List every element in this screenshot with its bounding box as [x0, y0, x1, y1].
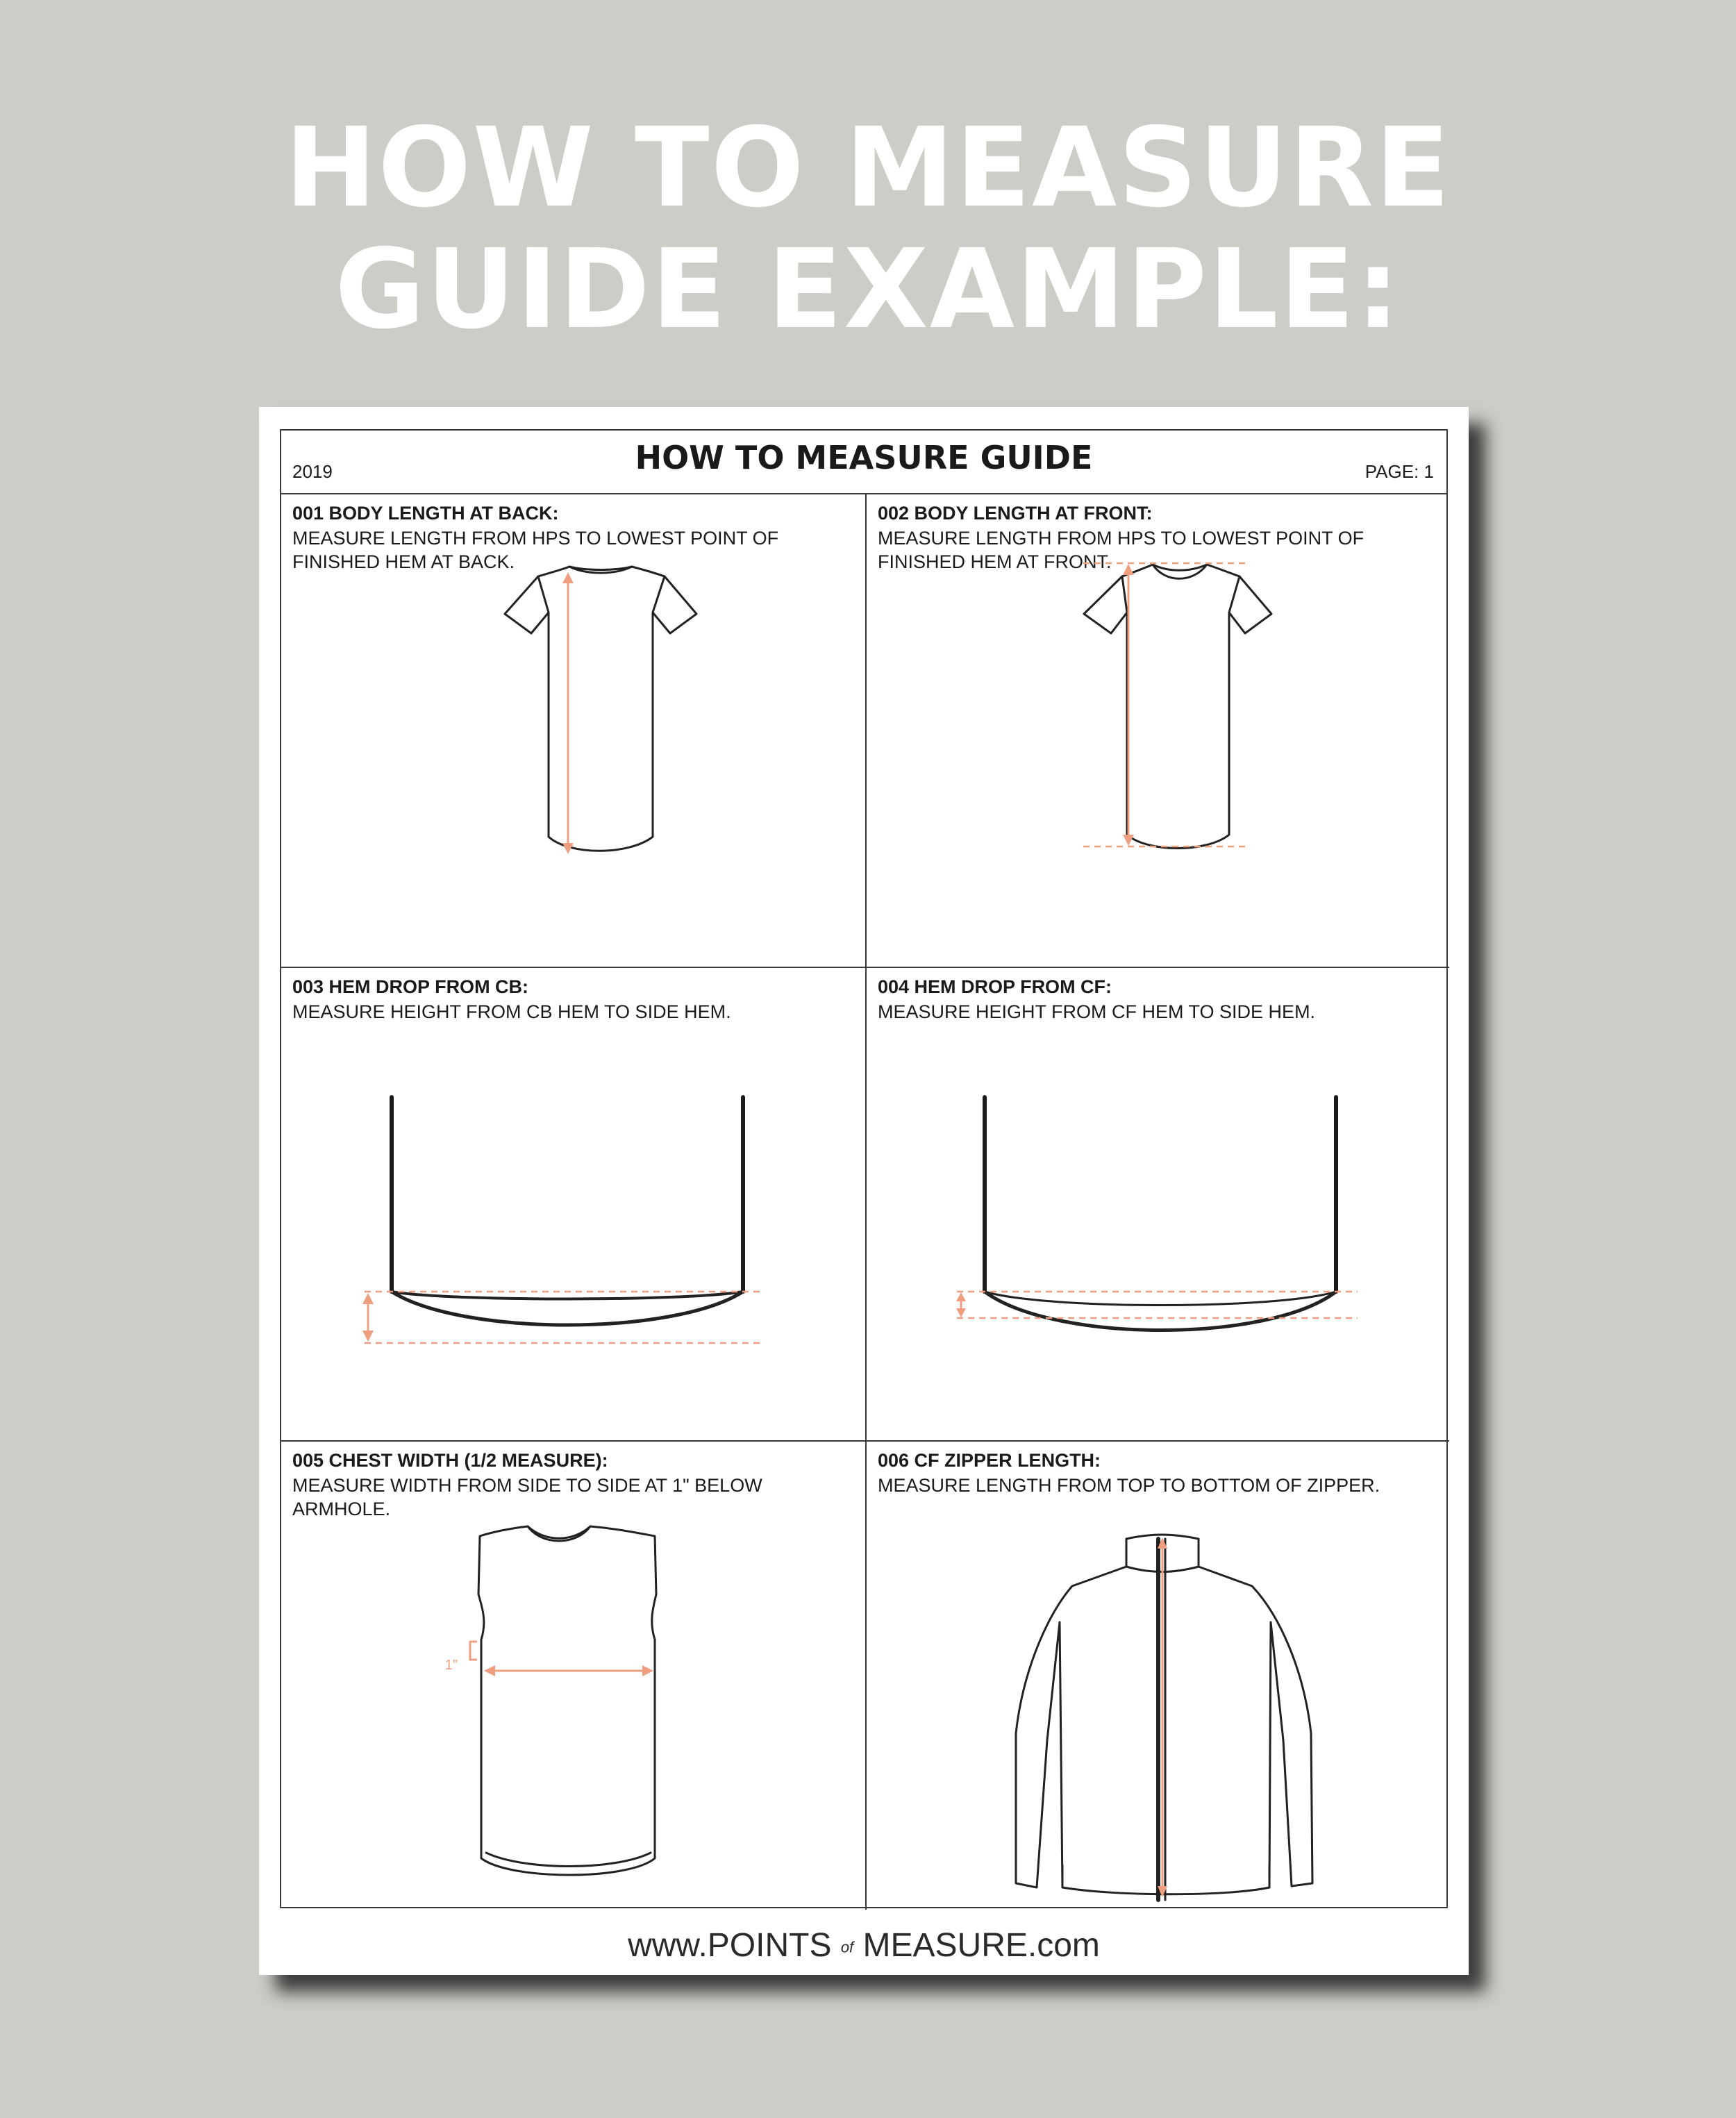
- tshirt-back-illustration: [281, 494, 867, 968]
- footer-url-of: of: [840, 1938, 854, 1956]
- cell-description: MEASURE HEIGHT FROM CF HEM TO SIDE HEM.: [878, 1001, 1316, 1022]
- guide-header: [281, 431, 1446, 494]
- guide-cell-005: [281, 1442, 867, 1910]
- hem-cf-illustration: [867, 968, 1449, 1442]
- tshirt-front-illustration: [867, 494, 1449, 968]
- guide-frame: [280, 429, 1448, 1908]
- tank-top-illustration: [281, 1442, 867, 1910]
- guide-cell-006: [867, 1442, 1449, 1910]
- cell-title: 006 CF ZIPPER LENGTH:: [878, 1450, 1101, 1471]
- cell-description: MEASURE HEIGHT FROM CB HEM TO SIDE HEM.: [292, 1001, 731, 1022]
- zip-jacket-illustration: [867, 1442, 1449, 1910]
- guide-cell-001: [281, 494, 867, 968]
- hem-cb-illustration: [281, 968, 867, 1442]
- website-footer: [259, 1926, 1469, 1965]
- cell-title: 003 HEM DROP FROM CB:: [292, 976, 529, 997]
- guide-year: 2019: [292, 461, 333, 482]
- hero-line-2: GUIDE EXAMPLE:: [335, 226, 1401, 353]
- cell-description: MEASURE LENGTH FROM HPS TO LOWEST POINT OF FINISHED HEM AT FRONT.: [878, 528, 1364, 572]
- guide-page-number: PAGE: 1: [1364, 461, 1434, 482]
- guide-cell-002: [867, 494, 1449, 968]
- cell-description: MEASURE LENGTH FROM HPS TO LOWEST POINT OF FINISHED HEM AT BACK.: [292, 528, 779, 572]
- footer-url-suffix: MEASURE.com: [862, 1927, 1100, 1964]
- one-inch-marker: 1": [444, 1658, 458, 1673]
- guide-cell-003: [281, 968, 867, 1442]
- measure-guide-sheet: [259, 407, 1469, 1975]
- cell-title: 004 HEM DROP FROM CF:: [878, 976, 1112, 997]
- hero-line-1: HOW TO MEASURE: [284, 104, 1452, 232]
- guide-title: HOW TO MEASURE GUIDE: [635, 439, 1093, 476]
- cell-title: 005 CHEST WIDTH (1/2 MEASURE):: [292, 1450, 608, 1471]
- guide-cell-004: [867, 968, 1449, 1442]
- cell-description: MEASURE LENGTH FROM TOP TO BOTTOM OF ZIPPER.: [878, 1475, 1380, 1496]
- footer-url-prefix: www.POINTS: [628, 1927, 832, 1964]
- cell-title: 001 BODY LENGTH AT BACK:: [292, 503, 559, 524]
- hero-heading: [0, 104, 1736, 353]
- cell-title: 002 BODY LENGTH AT FRONT:: [878, 503, 1153, 524]
- cell-description: MEASURE WIDTH FROM SIDE TO SIDE AT 1" BELOW ARMHOLE.: [292, 1475, 762, 1519]
